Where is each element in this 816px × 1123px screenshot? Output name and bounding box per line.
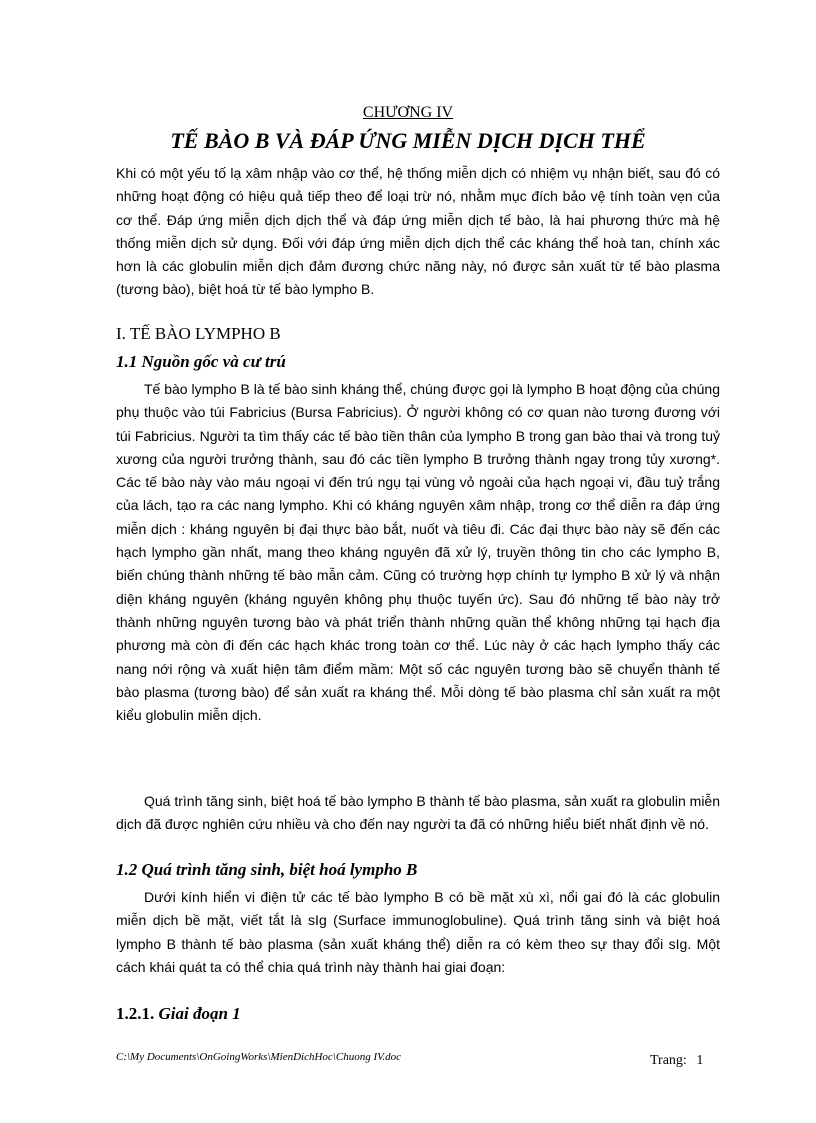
intro-paragraph <box>116 162 720 302</box>
footer-page-number <box>650 1053 703 1069</box>
chapter-heading: CHƯƠNG IV <box>362 104 454 121</box>
paragraph-differentiation <box>116 886 720 979</box>
subsection-number: 1.2.1. <box>116 1004 155 1023</box>
page-number: 1 <box>696 1053 704 1068</box>
paragraph-origin <box>116 378 720 727</box>
footer-file-path: C:\My Documents\OnGoingWorks\MienDichHoc\Chuong IV.doc <box>116 1051 402 1063</box>
subsection-label: Giai đoạn 1 <box>158 1004 241 1023</box>
paragraph-process <box>116 790 720 837</box>
page-label: Trang: <box>650 1053 687 1068</box>
paragraph-process-text: Quá trình tăng sinh, biệt hoá tế bào lympho B thành tế bào plasma, sản xuất ra globulin miễn dịch đã được nghiên cứu nhiều và cho đến nay người ta đã có những hiểu biết nhất định về nó. <box>116 793 720 833</box>
subsection-heading-1-2-1 <box>116 1004 720 1024</box>
chapter-title: TẾ BÀO B VÀ ĐÁP ỨNG MIỄN DỊCH DỊCH THỂ <box>170 128 646 153</box>
subsection-heading-1-1: 1.1 Nguồn gốc và cư trú <box>116 352 286 371</box>
paragraph-origin-text: Tế bào lympho B là tế bào sinh kháng thể, chúng được gọi là lympho B hoạt động của chúng phụ thuộc vào túi Fabricius (Bursa Fabricius). Ở người không có cơ quan nào tương đương với túi Fabricius. Người ta tìm thấy các tế bào tiền thân của lympho B trong gan bào thai và trong tuỷ xương của người trưởng thành, sau đó các tiền lympho B trưởng thành ngay trong tủy xương*. Các tế bào này vào máu ngoại vi đến trú ngụ tại vùng vỏ ngoài của hạch ngoại vi, đầu tuỷ trắng của lách, tạo ra các nang lympho. Khi có kháng nguyên xâm nhập, trong cơ thể diễn ra đáp ứng miễn dịch : kháng nguyên bị đại thực bào bắt, nuốt và tiêu đi. Các đại thực bào này sẽ đến các hạch lympho gần nhất, mang theo kháng nguyên đã xử lý, truyền thông tin cho các lympho B, biến chúng thành những tế bào mẫn cảm. Cũng có trường hợp chính tự lympho B xử lý và nhận diện kháng nguyên (kháng nguyên không phụ thuộc tuyến ức). Sau đó những tế bào này trở thành những nguyên tương bào và phát triển thành những quần thể không những tại hạch địa phương mà còn đi đến các hạch khác trong toàn cơ thể. Lúc này ở các hạch lympho thấy các nang nới rộng và xuất hiện tâm điểm mầm: Một số các nguyên tương bào sẽ chuyển thành tế bào plasma (tương bào) để sản xuất ra kháng thể. Mỗi dòng tế bào plasma chỉ sản xuất ra một kiểu globulin miễn dịch. <box>116 381 720 724</box>
paragraph-differentiation-text: Dưới kính hiển vi điện tử các tế bào lympho B có bề mặt xù xì, nổi gai đó là các globulin miễn dịch bề mặt, viết tắt là sIg (Surface immunoglobuline). Quá trình tăng sinh và biệt hoá lympho B thành tế bào plasma (sản xuất kháng thể) diễn ra có kèm theo sự thay đổi sIg. Một cách khái quát ta có thể chia quá trình này thành hai giai đoạn: <box>116 889 720 975</box>
subsection-heading-1-2: 1.2 Quá trình tăng sinh, biệt hoá lympho B <box>116 860 418 879</box>
intro-text: Khi có một yếu tố lạ xâm nhập vào cơ thể, hệ thống miễn dịch có nhiệm vụ nhận biết, sau đó có những hoạt động có hiệu quả tiếp theo để loại trừ nó, nhằm mục đích bảo vệ tính toàn vẹn của cơ thể. Đáp ứng miễn dịch dịch thể và đáp ứng miễn dịch tế bào, là hai phương thức mà hệ thống miễn dịch sử dụng. Đối với đáp ứng miễn dịch dịch thể các kháng thể hoà tan, chính xác hơn là các globulin miễn dịch đảm đương chức năng này, nó được sản xuất từ tế bào plasma (tương bào), biệt hoá từ tế bào lympho B. <box>116 165 720 298</box>
section-heading-1: I. TẾ BÀO LYMPHO B <box>116 324 281 343</box>
